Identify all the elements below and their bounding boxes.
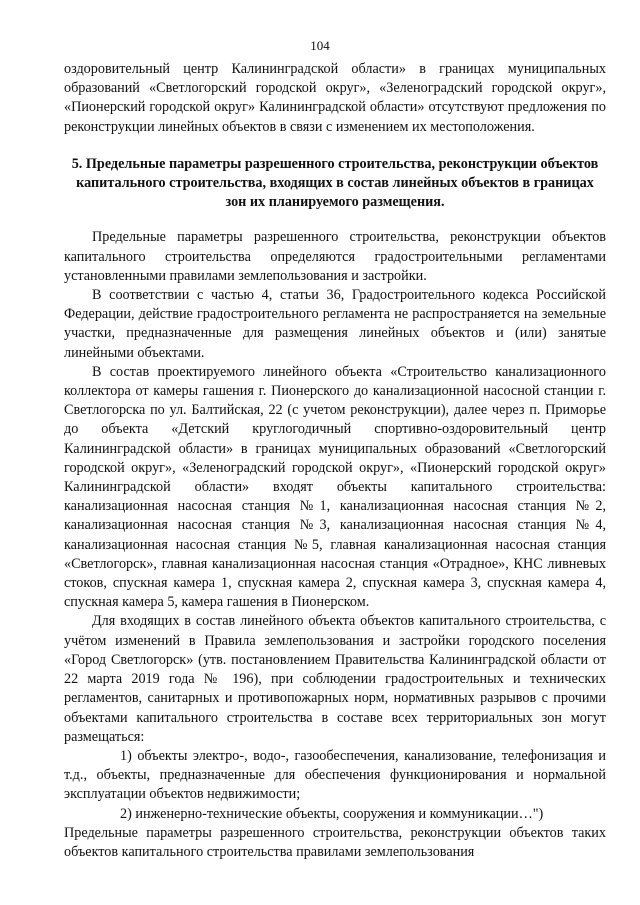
list-item-engineering: 2) инженерно-технические объекты, сооружения и коммуникации…") [120, 805, 544, 822]
list-item-utilities: 1) объекты электро-, водо-, газообеспечения, канализование, телефонизация и т.д., объекты, предназначенные для обеспечения функционирования и нормальной эксплуатации объектов недвижимости; [64, 747, 606, 803]
paragraph-parameters: Предельные параметры разрешенного строительства, реконструкции объектов капитального строительства определяются градостроительными регламентами установленными правилами землепользования и застройки. [64, 229, 606, 284]
paragraph-project-composition: В состав проектируемого линейного объекта «Строительство канализационного коллектора от камеры гашения г. Пионерского до канализационной насосной станции г. Светлогорска по ул. Балтийская, 22 (с учетом реконструкции), далее через п. Приморье до объекта «Детский круглогодичный спортивно-оздоровительный центр Калининградской области» в границах муниципальных образований «Светлогорский городской округ», «Зеленоградский городской округ», «Пионерский городской округ» Калининградской области» входят объекты капитального строительства: канализационная насосная станция №1, канализационная насосная станция №2, канализационная насосная станция №3, канализационная насосная станция №4, канализационная насосная станция №5, главная канализационная насосная станция «Светлогорск», главная канализационная насосная станция «Отрадное», КНС ливневых стоков, спускная камера 1, спускная камера 2, спускная камера 3, спускная камера 4, спускная камера 5, камера гашения в Пионерском. [64, 363, 606, 611]
page-number: 104 [310, 38, 330, 53]
paragraph-article-36: В соответствии с частью 4, статьи 36, Градостроительного кодекса Российской Федерации, действие градостроительного регламента не распространяется на земельные участки, предназначенные для размещения линейных объектов и (или) занятые линейными объектами. [64, 287, 606, 361]
closing-paragraph: Предельные параметры разрешенного строительства, реконструкции объектов таких объектов капитального строительства правилами землепользования [64, 824, 606, 860]
document-body [64, 60, 606, 862]
intro-paragraph: оздоровительный центр Калининградской области» в границах муниципальных образований «Светлогорский городской округ», «Зеленоградский городской округ», «Пионерский городской округ» Калининградской области» отсутствуют предложения по реконструкции линейных объектов в связи с изменением их местоположения. [64, 61, 606, 135]
paragraph-permitted-objects: Для входящих в состав линейного объекта объектов капитального строительства, с учётом изменений в Правила землепользования и застройки городского поселения «Город Светлогорск» (утв. постановлением Правительства Калининградской области от 22 марта 2019 года № 196), при соблюдении градостроительных и технических регламентов, санитарных и противопожарных норм, нормативных разрывов с прочими объектами капитального строительства в составе всех территориальных зон могут размещаться: [64, 613, 606, 745]
section-heading: 5. Предельные параметры разрешенного строительства, реконструкции объектов капитального строительства, входящих в состав линейных объектов в границах зон их планируемого размещения. [71, 155, 599, 211]
